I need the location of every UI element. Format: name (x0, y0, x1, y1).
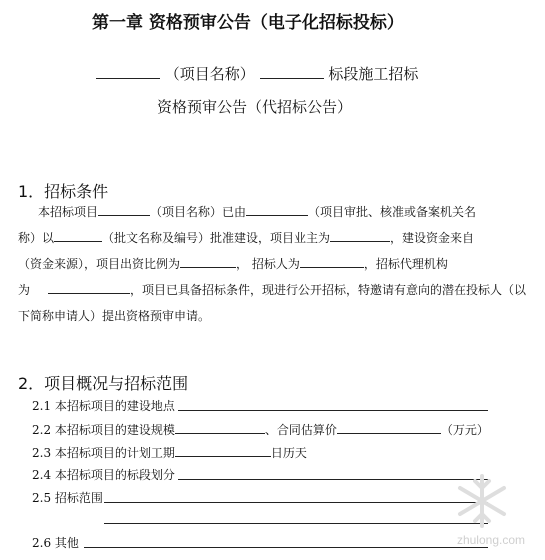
blank (98, 202, 150, 216)
section-blank (260, 65, 324, 79)
item-2-1: 2.1 本招标项目的建设地点 (32, 399, 175, 413)
text-fragment: ，建设资金来自 (390, 231, 475, 245)
item-2-3 (32, 443, 307, 461)
blank (330, 228, 390, 242)
chapter-title: 第一章 资格预审公告（电子化招标投标） (92, 13, 404, 33)
text-fragment: 日历天 (270, 446, 307, 460)
watermark-text: zhulong.com (456, 533, 525, 547)
blank (180, 254, 236, 268)
text-fragment: 2.2 本招标项目的建设规模 (32, 423, 175, 437)
section-1-line-3 (18, 251, 448, 277)
text-fragment: （项目审批、核准或备案机关名 (308, 205, 477, 219)
blank (300, 254, 364, 268)
item-2-4: 2.4 本招标项目的标段划分 (32, 468, 175, 482)
text-fragment: （万元） (440, 423, 489, 437)
text-fragment: 本招标项目 (38, 205, 99, 219)
subtitle-line (96, 63, 418, 84)
text-fragment: （批文名称及编号）批准建设，项目业主为 (102, 231, 331, 245)
text-fragment: （资金来源），项目出资比例为 (18, 257, 181, 271)
project-name-blank (96, 65, 160, 79)
blank (175, 443, 271, 457)
watermark-snowflake-icon (427, 468, 537, 548)
blank (246, 202, 308, 216)
text-fragment: 称）以 (18, 231, 55, 245)
blank (337, 420, 441, 434)
section-1-line-4 (18, 277, 526, 303)
section-2-heading: 2．项目概况与招标范围 (18, 374, 189, 393)
subtitle-section-label: 标段施工招标 (328, 65, 419, 83)
text-fragment: ，招标代理机构 (363, 257, 448, 271)
text-fragment: ， 招标人为 (236, 257, 300, 271)
blank (175, 420, 265, 434)
watermark-logo (427, 468, 537, 552)
subtitle-notice: 资格预审公告（代招标公告） (157, 98, 353, 116)
item-2-6: 2.6 其他 (32, 536, 79, 550)
subtitle-project-name-label: （项目名称） (164, 65, 255, 83)
item-2-1-blank (178, 410, 488, 411)
item-2-2 (32, 420, 489, 438)
section-1-line-1 (38, 199, 476, 225)
section-1-line-5: 下简称申请人）提出资格预审申请。 (18, 309, 211, 323)
text-fragment: 为 (18, 283, 31, 297)
text-fragment: 、合同估算价 (264, 423, 337, 437)
blank (54, 228, 102, 242)
text-fragment: ，项目已具备招标条件，现进行公开招标，特邀请有意向的潜在投标人（以 (130, 283, 527, 297)
section-1-line-2 (18, 225, 474, 251)
blank (48, 280, 130, 294)
section-1-heading: 1．招标条件 (18, 182, 109, 201)
text-fragment: 2.3 本招标项目的计划工期 (32, 446, 175, 460)
item-2-5: 2.5 招标范围 (32, 491, 103, 505)
text-fragment: （项目名称）已由 (150, 205, 247, 219)
